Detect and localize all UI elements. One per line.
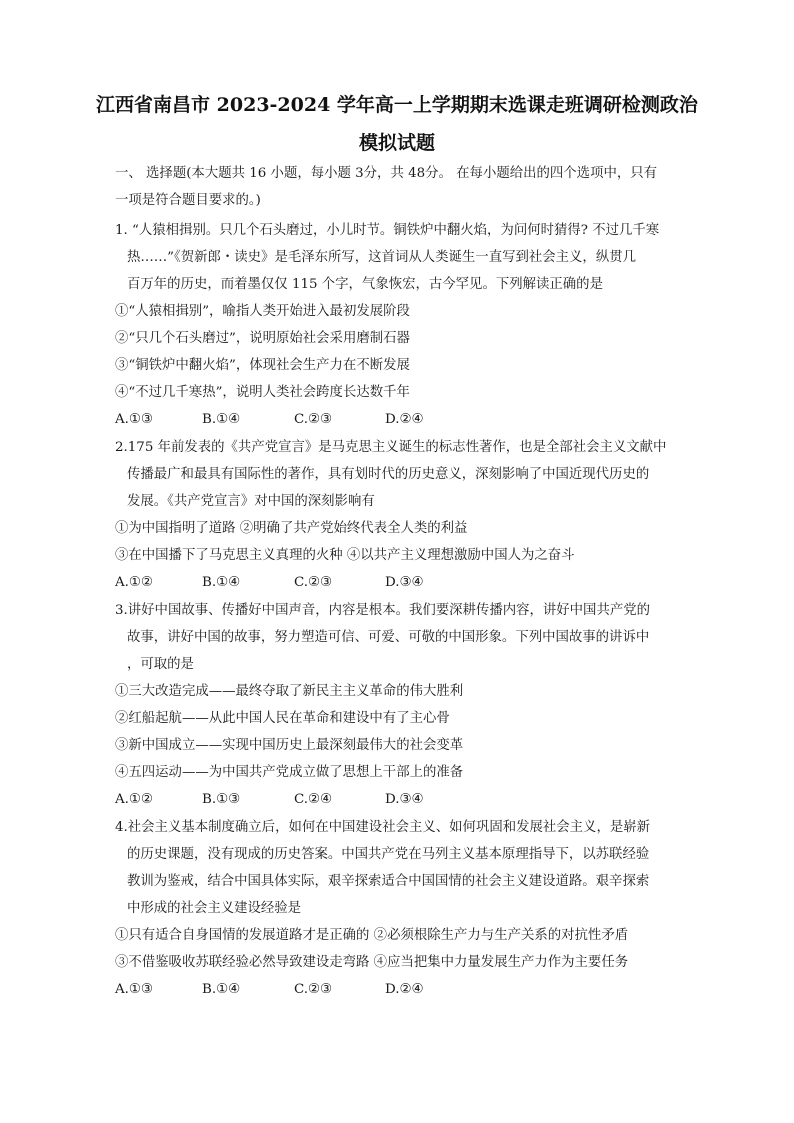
option-d: D.③④ <box>385 792 424 807</box>
question-item: ③不借鉴吸收苏联经验必然导致建设走弯路 ④应当把集中力量发展生产力作为主要任务 <box>115 955 629 970</box>
section-heading: 一、 选择题(本大题共 16 小题，每小题 3分，共 48分。 在每小题给出的四个选项中，只有 <box>115 166 658 181</box>
question-item: ④五四运动——为中国共产党成立做了思想上干部上的准备 <box>115 765 464 780</box>
option-d: D.②④ <box>385 982 424 997</box>
option-c: C.②③ <box>294 982 333 997</box>
question-stem: 中形成的社会主义建设经验是 <box>127 901 302 916</box>
option-b: B.①④ <box>202 412 241 427</box>
question-item: ②红船起航——从此中国人民在革命和建设中有了主心骨 <box>115 711 450 726</box>
option-b: B.①④ <box>202 982 241 997</box>
option-c: C.②③ <box>294 575 333 590</box>
question-item: ①只有适合自身国情的发展道路才是正确的 ②必须根除生产力与生产关系的对抗性矛盾 <box>115 928 629 943</box>
question-stem: 的历史课题，没有现成的历史答案。中国共产党在马列主义基本原理指导下，以苏联经验 <box>127 847 650 862</box>
option-a: A.①③ <box>115 412 153 427</box>
question-stem: 4.社会主义基本制度确立后，如何在中国建设社会主义、如何巩固和发展社会主义，是崭新 <box>115 820 651 835</box>
question-stem: 发展。《共产党宣言》对中国的深刻影响有 <box>127 494 375 509</box>
page-title: 江西省南昌市 2023-2024 学年高一上学期期末选课走班调研检测政治 <box>96 94 698 116</box>
question-stem: 百万年的历史，而着墨仅仅 115 个字，气象恢宏，古今罕见。下列解读正确的是 <box>127 277 603 292</box>
question-item: ①“人猿相揖别”，喻指人类开始进入最初发展阶段 <box>115 304 410 319</box>
question-item: ③“铜铁炉中翻火焰”，体现社会生产力在不断发展 <box>115 358 410 373</box>
option-a: A.①② <box>115 575 153 590</box>
page-subtitle: 模拟试题 <box>358 132 435 154</box>
question-item: ③新中国成立——实现中国历史上最深刻最伟大的社会变革 <box>115 738 464 753</box>
question-stem: 教训为鉴戒，结合中国具体实际，艰辛探索适合中国国情的社会主义建设道路。艰辛探索 <box>127 874 650 889</box>
question-stem: 故事，讲好中国的故事，努力塑造可信、可爱、可敬的中国形象。下列中国故事的讲诉中 <box>127 630 650 645</box>
question-stem: 传播最广和最具有国际性的著作，具有划时代的历史意义，深刻影响了中国近现代历史的 <box>127 467 650 482</box>
option-d: D.③④ <box>385 575 424 590</box>
option-c: C.②③ <box>294 412 333 427</box>
question-item: ①为中国指明了道路 ②明确了共产党始终代表全人类的利益 <box>115 521 468 536</box>
option-a: A.①③ <box>115 982 153 997</box>
question-item: ②“只几个石头磨过”，说明原始社会采用磨制石器 <box>115 331 410 346</box>
question-item: ④“不过几千寒热”，说明人类社会跨度长达数千年 <box>115 385 410 400</box>
option-d: D.②④ <box>385 412 424 427</box>
question-item: ①三大改造完成——最终夺取了新民主主义革命的伟大胜利 <box>115 684 464 699</box>
question-stem: 热……”《贺新郎・读史》是毛泽东所写，这首词从人类诞生一直写到社会主义，纵贯几 <box>127 250 636 265</box>
question-stem: 3.讲好中国故事、传播好中国声音，内容是根本。我们要深耕传播内容，讲好中国共产党的 <box>115 603 651 618</box>
option-b: B.①③ <box>202 792 241 807</box>
option-c: C.②④ <box>294 792 333 807</box>
question-stem: 2.175 年前发表的《共产党宣言》是马克思主义诞生的标志性著作，也是全部社会主义文献中 <box>115 440 667 455</box>
section-heading-cont: 一项是符合题目要求的。) <box>115 193 261 208</box>
question-stem: 1. “人猿相揖别。只几个石头磨过，小儿时节。铜铁炉中翻火焰，为问何时猜得? 不过几千寒 <box>115 223 660 238</box>
option-a: A.①② <box>115 792 153 807</box>
option-b: B.①④ <box>202 575 241 590</box>
question-stem: ，可取的是 <box>127 657 194 672</box>
question-item: ③在中国播下了马克思主义真理的火种 ④以共产主义理想激励中国人为之奋斗 <box>115 548 575 563</box>
